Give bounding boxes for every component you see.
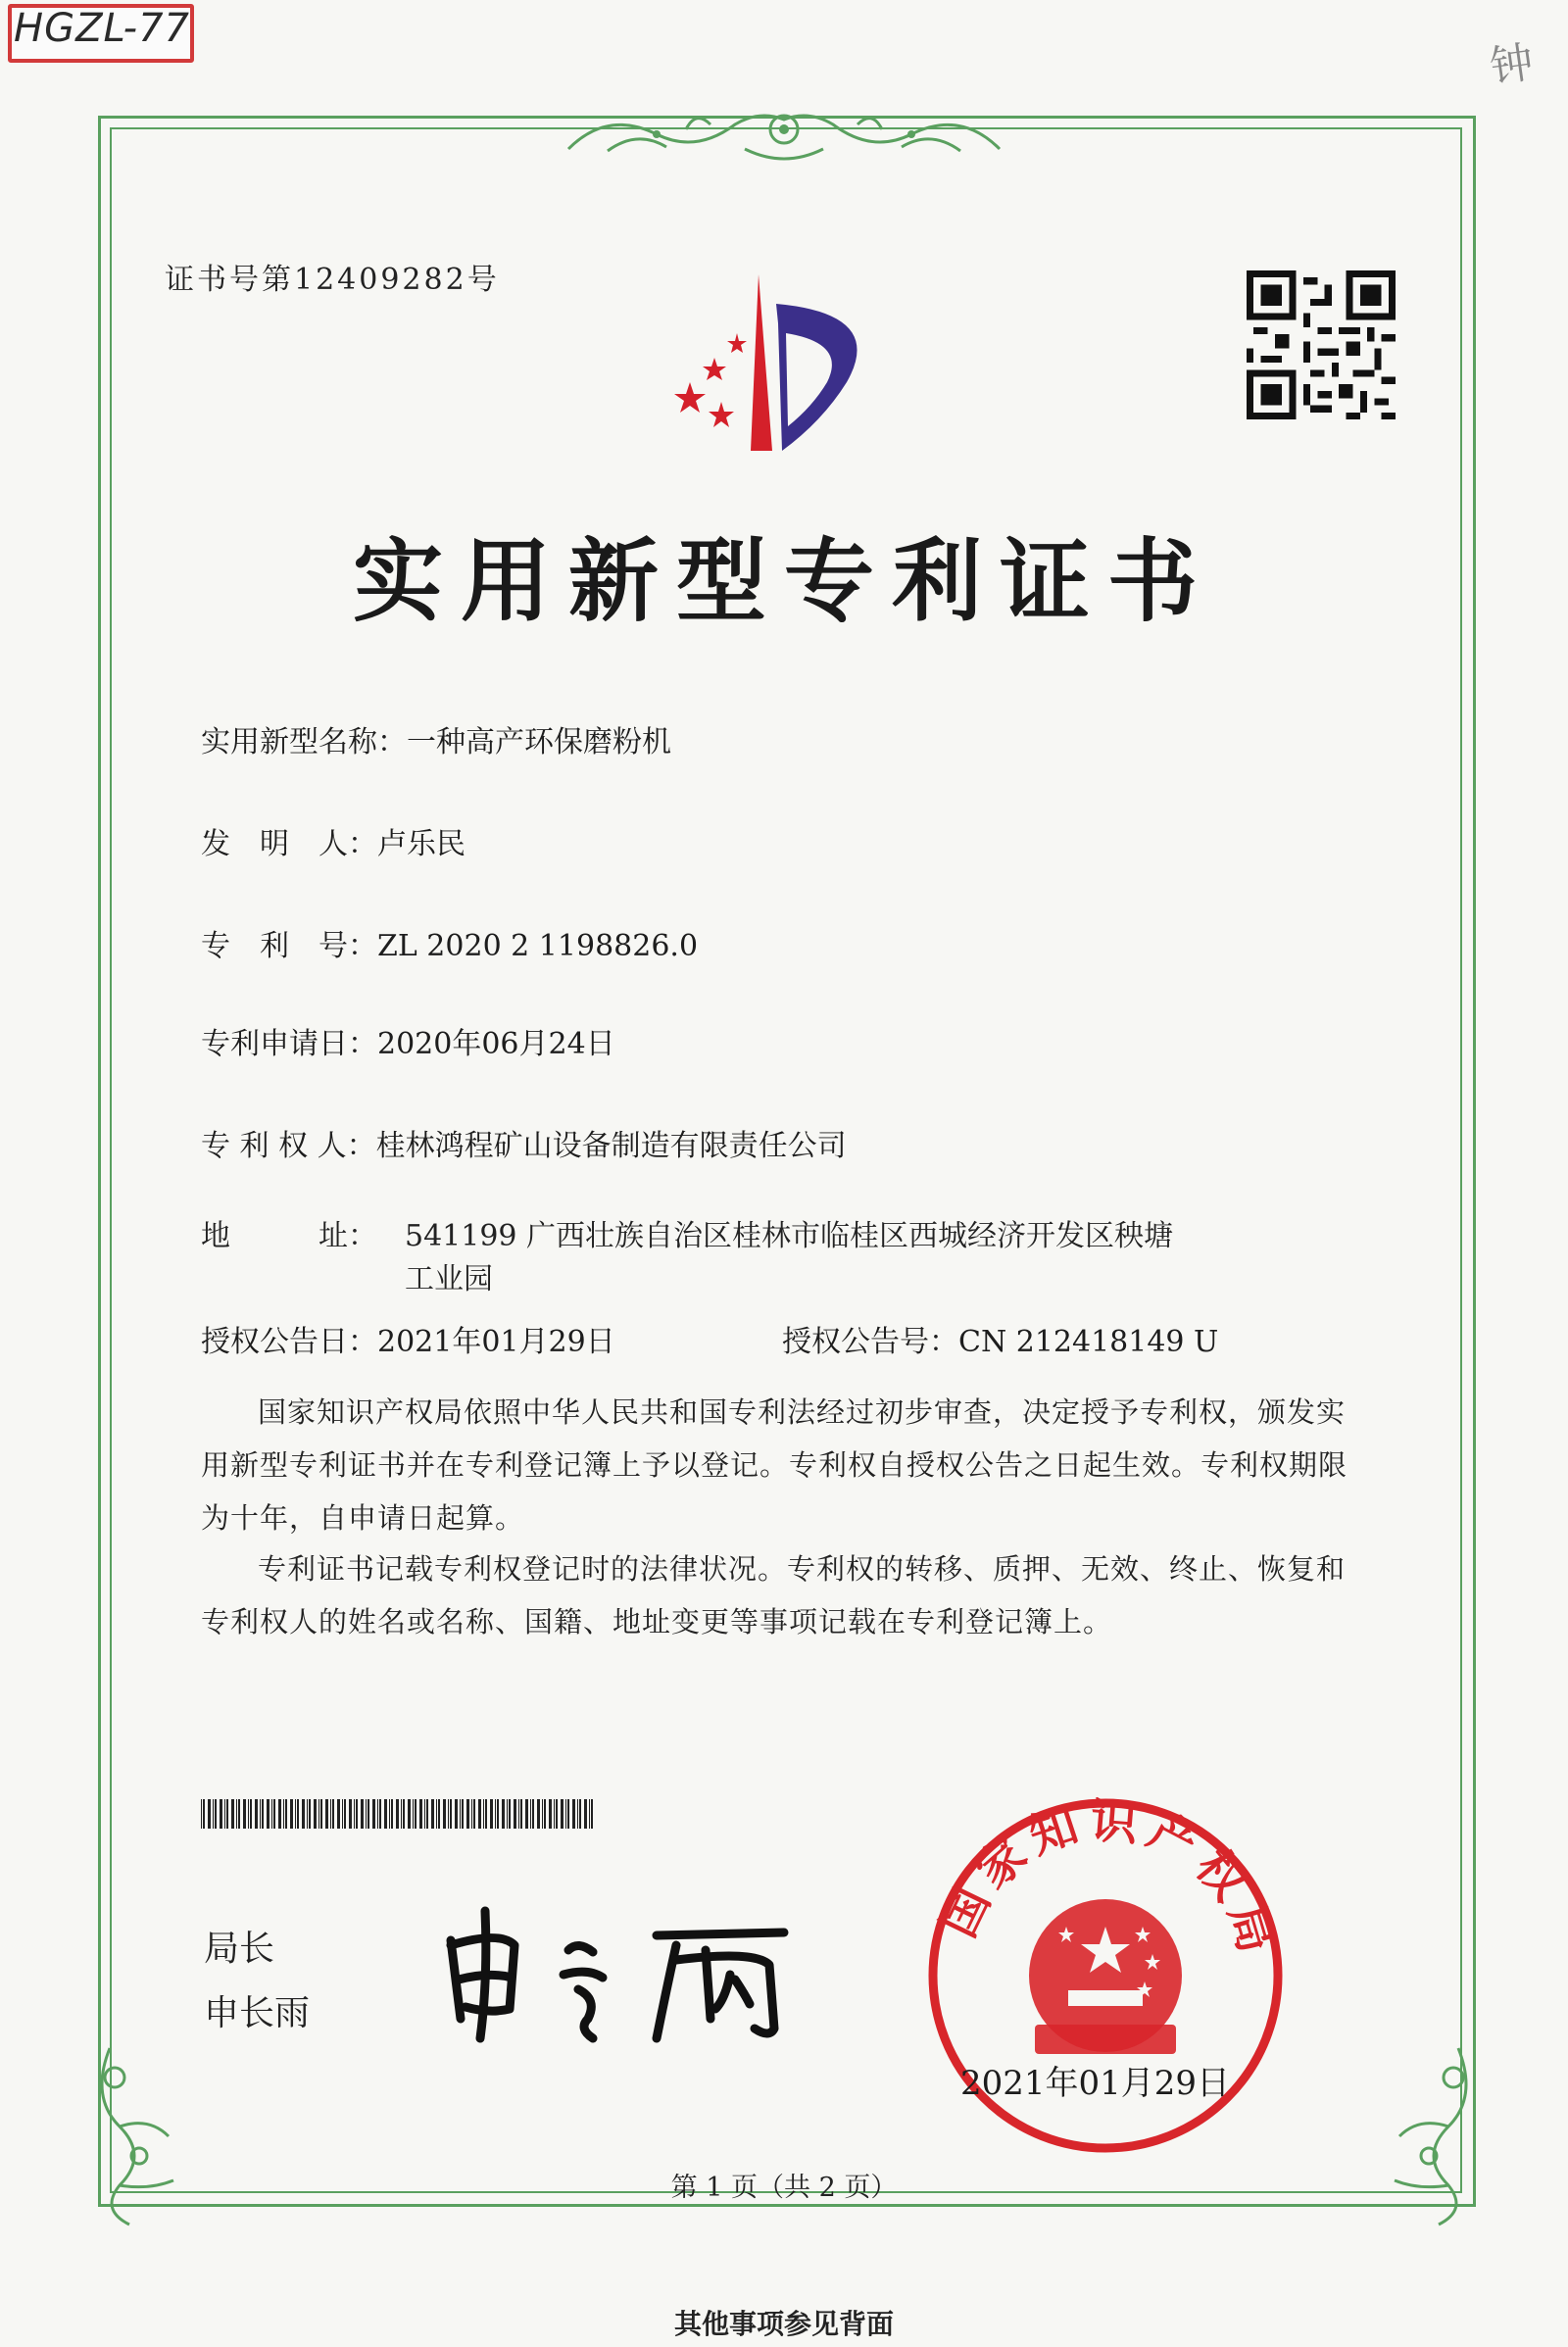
field-value: 桂林鸿程矿山设备制造有限责任公司 [375,1129,847,1163]
legal-paragraph-2: 专利证书记载专利权登记时的法律状况。专利权的转移、质押、无效、终止、恢复和专利权人的姓名或名称、国籍、地址变更等事项记载在专利登记簿上。 [201,1552,1347,1638]
legal-paragraph-1: 国家知识产权局依照中华人民共和国专利法经过初步审查，决定授予专利权，颁发实用新型专利证书并在专利登记簿上予以登记。专利权自授权公告之日起生效。专利权期限为十年，自申请日起算。 [201,1395,1348,1535]
field-value: 541199 广西壮族自治区桂林市临桂区西城经济开发区秧塘工业园 [405,1219,1174,1296]
signatory-name: 申长雨 [204,1993,311,2033]
field-label: 专利申请日： [201,1027,377,1061]
field-label: 发 明 人： [201,827,377,861]
field-label: 实用新型名称： [201,725,407,759]
certificate-number: 证书号第12409282号 [165,263,500,297]
field-value: 2020年06月24日 [377,1027,615,1061]
field-grant-number [782,1317,1218,1360]
top-ornament-icon [549,90,1019,178]
field-filing-date [201,1019,615,1062]
field-value: 一种高产环保磨粉机 [407,725,671,759]
barcode-icon [201,1799,595,1829]
seal-text: 国家知识产权局 [931,1793,1287,1967]
official-seal-icon [919,1789,1292,2162]
handwritten-signature-icon [431,1891,813,2048]
field-value: CN 212418149 U [958,1325,1219,1359]
field-inventor [201,819,466,862]
field-label: 授权公告号： [782,1325,958,1359]
field-value: 2021年01月29日 [377,1325,615,1359]
qr-code-icon [1247,270,1396,419]
field-label: 专 利 号： [201,929,377,963]
bottom-left-ornament-icon [80,2038,198,2234]
field-grant-date [201,1317,615,1360]
field-patentee [201,1121,847,1164]
seal-date: 2021年01月29日 [960,2064,1231,2103]
field-label: 授权公告日： [201,1325,377,1359]
cnipa-logo-icon [661,265,906,461]
field-label: 地 址： [201,1219,377,1253]
corner-handwritten-note: 钟 [1487,37,1537,93]
field-label: 专 利 权 人： [201,1129,376,1163]
signatory-title: 局长 [204,1929,275,1969]
page-indicator: 第 1 页（共 2 页） [670,2173,898,2203]
certificate-title: 实用新型专利证书 [352,529,1215,634]
bottom-right-ornament-icon [1370,2038,1488,2234]
back-note: 其他事项参见背面 [673,2308,894,2340]
field-patent-number [201,921,698,964]
field-value: ZL 2020 2 1198826.0 [377,929,699,963]
handwritten-tag: HGZL-77 [14,6,190,51]
field-value: 卢乐民 [377,827,466,861]
field-utility-model-name [201,717,671,760]
